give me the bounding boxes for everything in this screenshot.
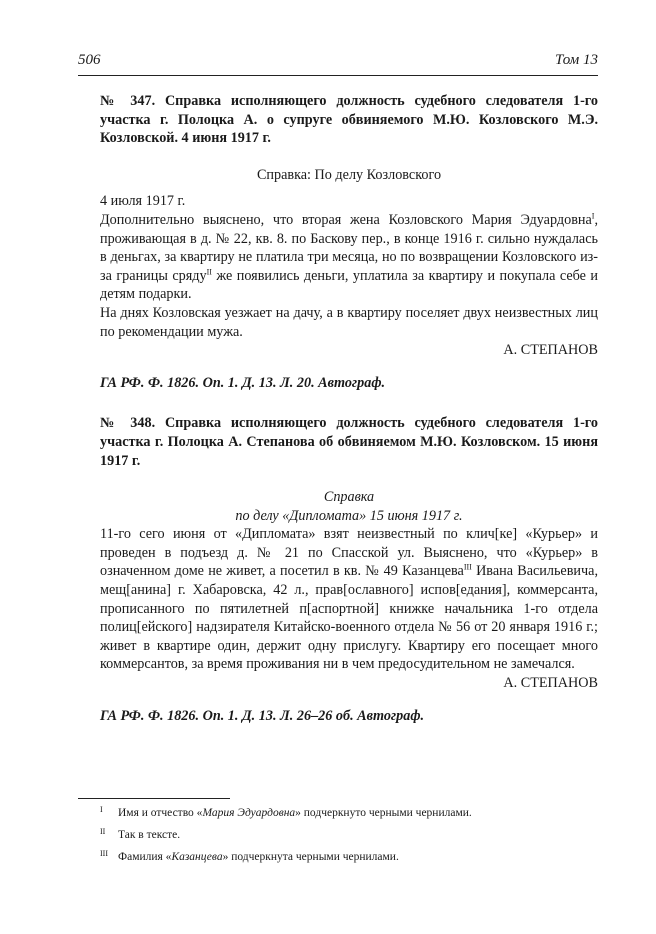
footnote-ref-2[interactable]: II [206,267,212,277]
page-number: 506 [78,52,101,68]
doc-348-subheading: по делу «Дипломата» 15 июня 1917 г. [235,507,463,524]
running-header [78,52,598,74]
doc-347-date: 4 июля 1917 г. [100,193,186,210]
footnote-ref-3[interactable]: III [463,562,472,572]
header-rule [78,75,598,76]
footnote-mark: II [100,827,106,836]
doc-348-signature: А. СТЕПАНОВ [503,675,598,692]
doc-347-heading: Справка: По делу Козловского [256,166,442,183]
doc-348-title: № 348. Справка исполняющего должность судебного следователя 1-го участка г. Полоцка А. Степанова об обвиняемом М.Ю. Козловском. 15 июня 1917 г. [100,415,598,469]
volume-label: Том 13 [554,52,598,68]
footnotes [100,806,598,872]
footnote-rule [78,798,230,799]
footnote-1: I Имя и отчество «Мария Эдуардовна» подчеркнуто черными чернилами. [100,805,472,819]
doc-348-source: ГА РФ. Ф. 1826. Оп. 1. Д. 13. Л. 26–26 об. Автограф. [100,707,425,724]
footnote-mark: I [100,805,103,814]
doc-347-title: № 347. Справка исполняющего должность судебного следователя 1-го участка г. Полоцка А. о супруге обвиняемого М.Ю. Козловского М.Э. Козловской. 4 июня 1917 г. [100,93,598,147]
main-content [100,92,598,725]
doc-348-heading: Справка [323,489,375,506]
doc-347-signature: А. СТЕПАНОВ [503,342,598,359]
footnote-mark: III [100,849,108,858]
footnote-3: III Фамилия «Казанцева» подчеркнута черными чернилами. [100,849,399,863]
doc-347-source: ГА РФ. Ф. 1826. Оп. 1. Д. 13. Л. 20. Автограф. [100,374,386,391]
footnote-2: II Так в тексте. [100,827,181,841]
footnote-ref-1[interactable]: I [591,211,595,221]
doc-347-paragraph-2: На днях Козловская уезжает на дачу, а в квартиру поселяет двух неизвестных лиц по рекомендации мужа. [100,304,598,340]
doc-348-paragraph-1: 11-го сего июня от «Дипломата» взят неизвестный по клич[ке] «Курьер» и проведен в подъезд д. № 21 по Спасской ул. Выяснено, что «Курьер» в означенном доме не живет, а посетил в кв. № 49 Казанцева$^{III}$ Ивана Васильевича, мещ[анина] г. Хабаровска, 42 л., прав[ославного] испов[едания], коммерсанта, прописанного по пятилетней п[аспортной] книжке начальника 1-го отдела полиц[ейского] надзирателя Китайско-военного отдела № 56 от 20 января 1916 г.; живет в квартире один, держит одну прислугу. Квартиру его посещает много коммерсантов, за время проживания ни в чем предосудительном не замечался. [100,526,599,673]
doc-347-paragraph-1: Дополнительно выяснено, что вторая жена Козловского Мария Эдуардовна$^I$, проживающая в д. № 22, кв. 8. по Баскову пер., в конце 1916 г. сильно нуждалась в деньгах, за квартиру не платила три месяца, но по возвращении Козловского из-за границы сряду$^{II}$ же появились деньги, уплатила за квартиру и покупала себе и детям подарки. [100,211,599,303]
